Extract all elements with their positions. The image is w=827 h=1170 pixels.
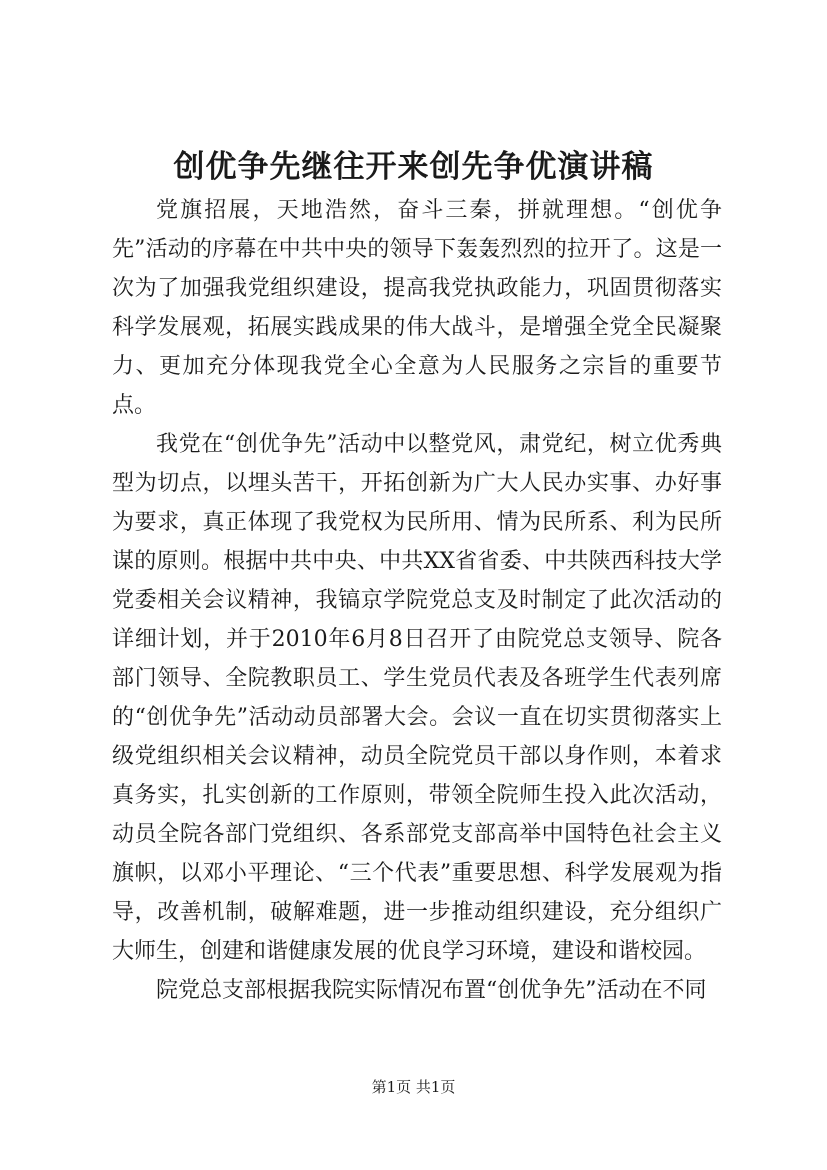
paragraph-2: 我党在“创优争先”活动中以整党风，肃党纪，树立优秀典型为切点，以埋头苦干，开拓创新为广大人民办实事、办好事为要求，真正体现了我党权为民所用、情为民所系、利为民所谋的原则。根据中共中央、中共XX省省委、中共陕西科技大学党委相关会议精神，我镐京学院党总支及时制定了此次活动的详细计划，并于2010年6月8日召开了由院党总支领导、院各部门领导、全院教职员工、学生党员代表及各班学生代表列席的“创优争先”活动动员部署大会。会议一直在切实贯彻落实上级党组织相关会议精神，动员全院党员干部以身作则，本着求真务实，扎实创新的工作原则，带领全院师生投入此次活动，动员全院各部门党组织、各系部党支部高举中国特色社会主义旗帜，以邓小平理论、“三个代表”重要思想、科学发展观为指导，改善机制，破解难题，进一步推动组织建设，充分组织广大师生，创建和谐健康发展的优良学习环境，建设和谐校园。: [112, 432, 722, 964]
document-body: [112, 191, 722, 1010]
paragraph-1: 党旗招展，天地浩然，奋斗三秦，拼就理想。“创优争先”活动的序幕在中共中央的领导下轰轰烈烈的拉开了。这是一次为了加强我党组织建设，提高我党执政能力，巩固贯彻落实科学发展观，拓展实践成果的伟大战斗，是增强全党全民凝聚力、更加充分体现我党全心全意为人民服务之宗旨的重要节点。: [112, 198, 722, 418]
page-footer: 第1页 共1页: [371, 1078, 456, 1096]
document-title: 创优争先继往开来创先争优演讲稿: [173, 149, 654, 185]
paragraph-3: 院党总支部根据我院实际情况布置“创优争先”活动在不同: [156, 978, 707, 1003]
